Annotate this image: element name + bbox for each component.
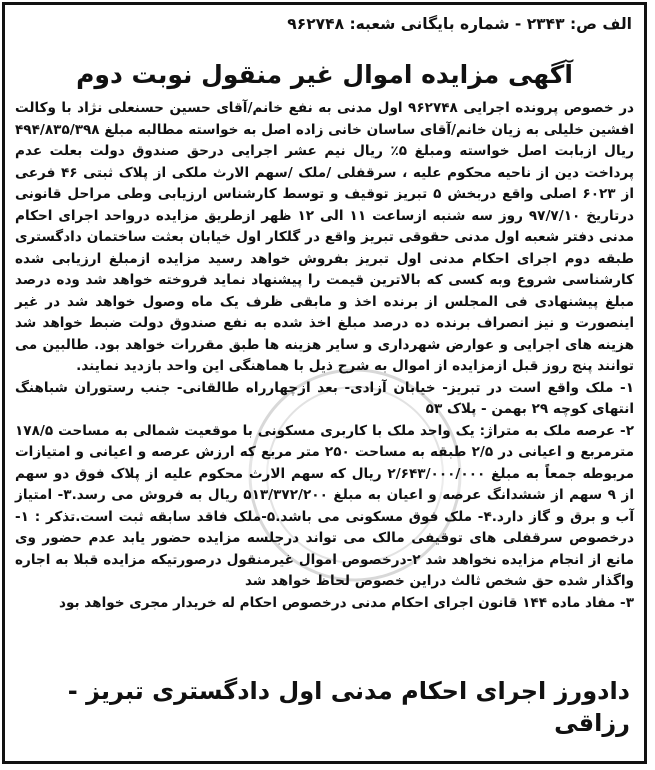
signature-line: دادورز اجرای احکام مدنی اول دادگستری تبریز - رزاقی [67,677,630,737]
notice-frame [2,2,647,764]
notice-title: آگهی مزایده اموال غیر منقول نوبت دوم [76,60,573,89]
item-3: ۳- مفاد ماده ۱۴۴ قانون اجرای احکام مدنی درخصوص احکام له خریدار مجری خواهد بود [58,594,634,611]
notice-body [15,98,634,614]
main-paragraph: در خصوص پرونده اجرایی ۹۶۲۷۴۸ اول مدنی به نفع خانم/آقای حسین حسنعلی نژاد با وکالت افشین خلیلی به زیان خانم/آقای ساسان خانی زاده اصل به خواسته مطالبه مبلغ ۴۹۴/۸۳۵/۳۹۸ ریال ازبابت اصل خواسته ومبلغ ۵٪ ریال نیم عشر اجرایی درحق صندوق دولت بعلت عدم پرداخت دین از ناحیه محکوم علیه ، سرقفلی /ملک /سهم الارث ملکی از پلاک ثبتی ۴۶ فرعی از ۶۰۲۳ اصلی واقع دربخش ۵ تبریز توقیف و توسط کارشناس ارزیابی وطی مراحل قانونی درتاریخ ۹۷/۷/۱۰ روز سه شنبه ازساعت ۱۱ الی ۱۲ ظهر ازطریق مزایده درواحد اجرای احکام مدنی دفتر شعبه اول مدنی حقوقی تبریز واقع در گلکار اول خیابان بعثت ساختمان دادگستری طبقه دوم اجرای احکام مدنی اول تبریز بفروش خواهد رسید مزایده ازمبلغ ارزیابی شده کارشناسی شروع وبه کسی که بالاترین قیمت را پیشنهاد نماید فروخته خواهد شد وده درصد مبلغ پیشنهادی فی المجلس از برنده اخذ و مابقی ظرف یک ماه وصول خواهد شد در غیر اینصورت و نیز انصراف برنده ده درصد مبلغ اخذ شده به نفع صندوق دولت ضبط خواهد شد هزینه های اجرایی و عوارض شهرداری و سایر هزینه ها طبق مقررات خواهد بود. طالبین می توانند پنج روز قبل ازمزایده از اموال به شرح ذیل با هماهنگی این واحد بازدید نمایند. [15,100,634,374]
reference-line: الف ص: ۲۳۴۳ - شماره بایگانی شعبه: ۹۶۲۷۴۸ [287,15,632,33]
item-1: ۱- ملک واقع است در تبریز- خیابان آزادی- بعد ازچهارراه طالقانی- جنب رستوران شباهنگ انتهای کوچه ۲۹ بهمن - پلاک ۵۳ [15,379,634,417]
item-2: ۲- عرصه ملک به متراژ: یک واحد ملک با کاربری مسکونی با موقعیت شمالی به مساحت ۱۷۸/۵ مترمربع و اعیانی در ۲/۵ طبقه به مساحت ۲۵۰ متر مربع که ارزش عرصه و اعیانی و امتیازات مربوطه جمعاً به مبلغ ۲/۶۴۳/۰۰۰/۰۰۰ ریال که سهم الارث محکوم علیه از پلاک فوق دو سهم از ۹ سهم از ششدانگ عرصه و اعیان به مبلغ ۵۱۳/۳۷۲/۲۰۰ ریال به فروش می رسد.۳- امتیاز آب و برق و گاز دارد.۴- ملک فوق مسکونی می باشد.۵-ملک فاقد سابقه ثبت است.تذکر : ۱-درخصوص سرقفلی های توقیفی مالک می تواند درجلسه مزایده حضور یابد عدم حضور وی مانع از انجام مزایده نخواهد شد ۲-درخصوص اموال غیرمنقول درصورتیکه مزایده قبلا به اجاره واگذار شده حق شخص ثالث دراین خصوص لحاظ خواهد شد [15,422,635,589]
